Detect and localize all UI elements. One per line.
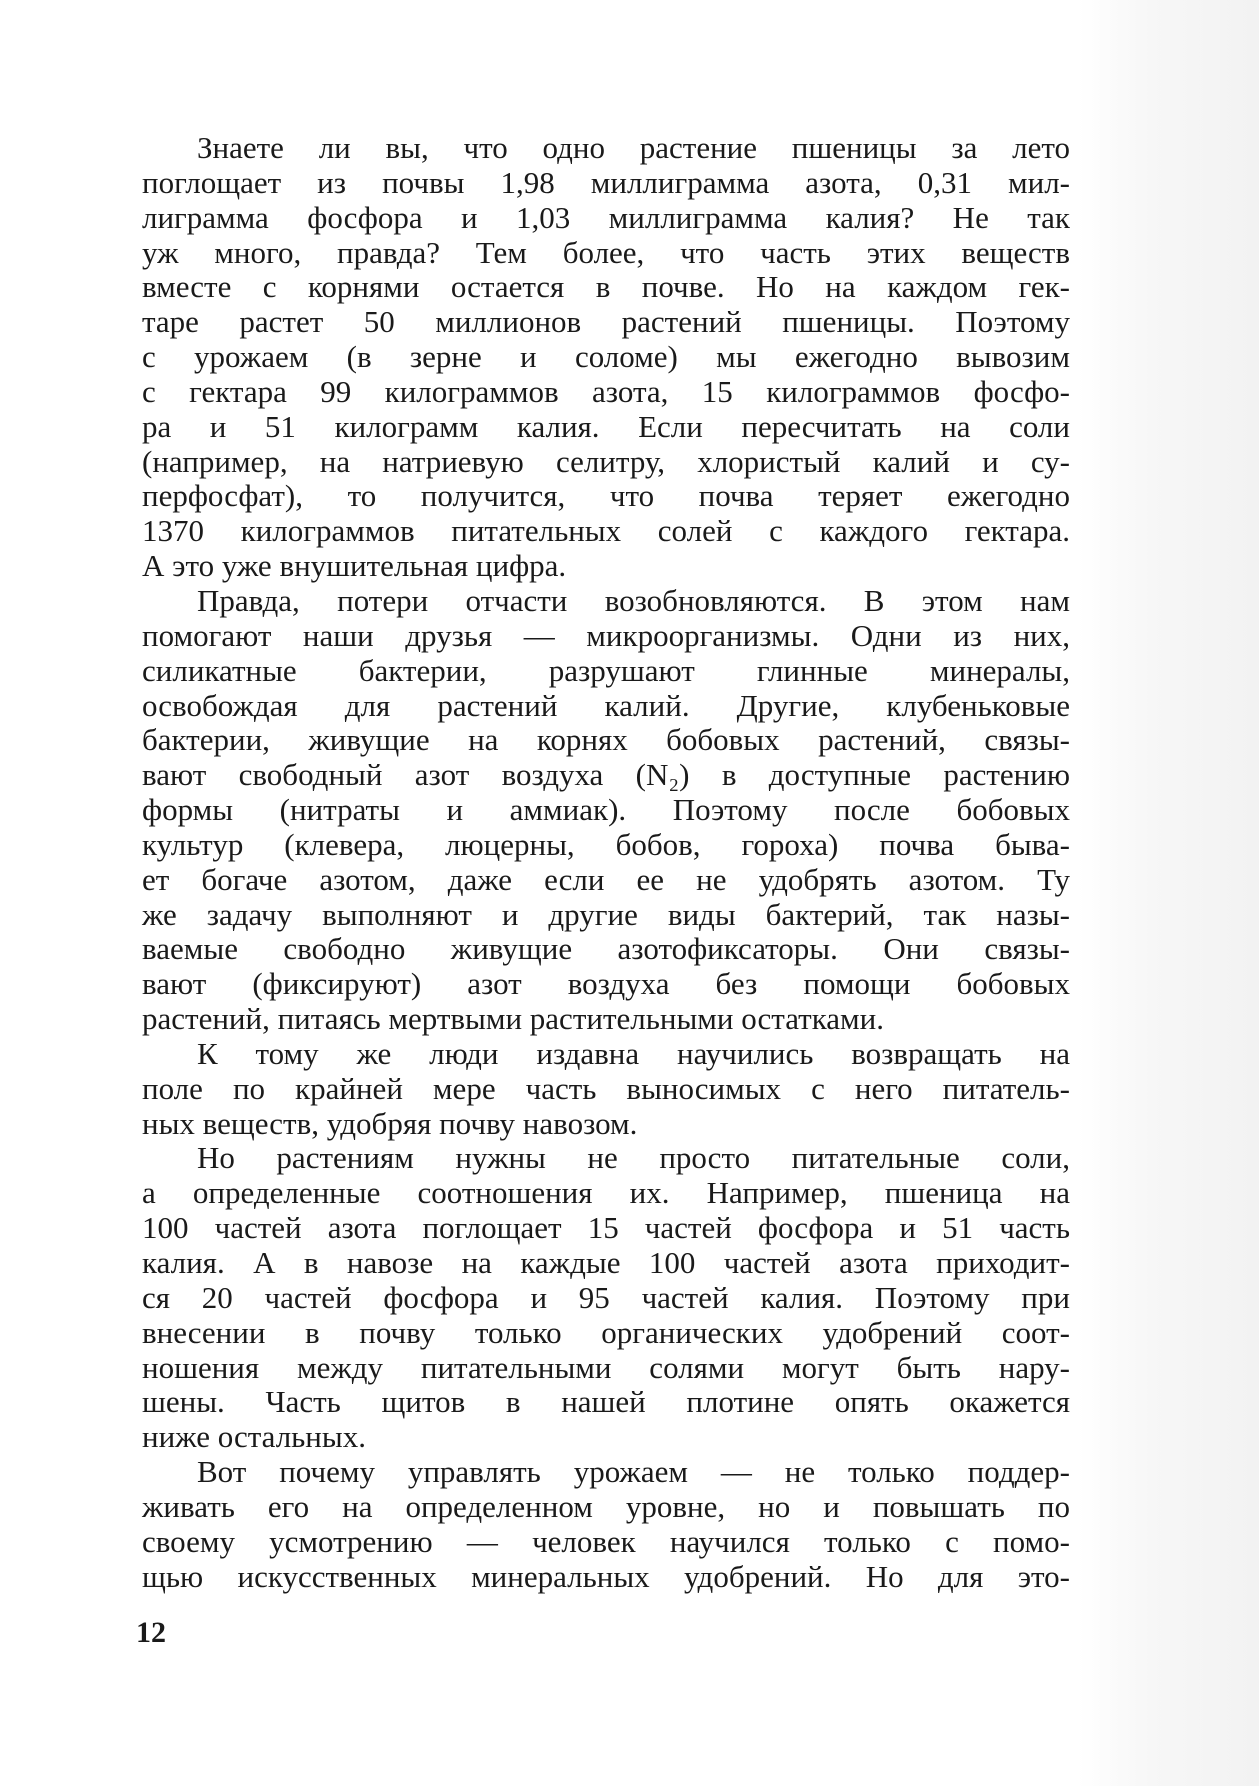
text-line: 1370 килограммов питательных солей с каждого гектара.	[142, 513, 1070, 549]
text-line: поле по крайней мере часть выносимых с него питатель-	[142, 1070, 1070, 1106]
text-line: живать его на определенном уровне, но и повышать по	[142, 1488, 1070, 1524]
text-line: помогают наши друзья — микроорганизмы. Одни из них,	[142, 617, 1070, 653]
text-line: щью искусственных минеральных удобрений. Но для это-	[142, 1558, 1070, 1594]
text-line: растений, питаясь мертвыми растительными остатками.	[142, 1001, 885, 1037]
text-line: таре растет 50 миллионов растений пшеницы. Поэтому	[142, 304, 1070, 340]
text-line: с гектара 99 килограммов азота, 15 килограммов фосфо-	[142, 373, 1070, 409]
text-line: ет богаче азотом, даже если ее не удобрять азотом. Ту	[142, 861, 1070, 897]
text-line: вают свободный азот воздуха (N₂) в доступные растению	[142, 757, 1070, 793]
text-line: (например, на натриевую селитру, хлористый калий и су-	[142, 443, 1070, 479]
text-line: а определенные соотношения их. Например, пшеница на	[142, 1175, 1070, 1211]
page-edge-shadow	[1078, 0, 1259, 1786]
text-line: Вот почему управлять урожаем — не только поддер-	[197, 1454, 1070, 1490]
text-line: своему усмотрению — человек научился только с помо-	[142, 1523, 1070, 1559]
text-line: с урожаем (в зерне и соломе) мы ежегодно вывозим	[142, 339, 1070, 375]
text-line: ниже остальных.	[142, 1419, 366, 1455]
paragraph	[142, 584, 1070, 1037]
text-line: формы (нитраты и аммиак). Поэтому после бобовых	[142, 792, 1070, 828]
text-line: бактерии, живущие на корнях бобовых растений, связы-	[142, 722, 1070, 758]
text-line: А это уже внушительная цифра.	[142, 548, 567, 584]
text-line: К тому же люди издавна научились возвращать на	[197, 1035, 1070, 1071]
text-line: ношения между питательными солями могут быть нару-	[142, 1349, 1070, 1385]
page-number: 12	[136, 1616, 166, 1649]
text-line: лиграмма фосфора и 1,03 миллиграмма калия? Не так	[142, 199, 1070, 235]
paragraph	[142, 1037, 1070, 1142]
text-line: Знаете ли вы, что одно растение пшеницы за лето	[197, 130, 1070, 165]
text-line: вместе с корнями остается в почве. Но на каждом гек-	[142, 269, 1070, 305]
text-line: шены. Часть щитов в нашей плотине опять окажется	[142, 1384, 1070, 1420]
paragraph	[142, 131, 1070, 584]
text-line: перфосфат), то получится, что почва теряет ежегодно	[142, 478, 1070, 514]
paragraph	[142, 1141, 1070, 1455]
text-line: внесении в почву только органических удобрений соот-	[142, 1314, 1070, 1350]
body-text	[142, 131, 1070, 1594]
text-line: ра и 51 килограмм калия. Если пересчитать на соли	[142, 408, 1070, 444]
text-line: культур (клевера, люцерны, бобов, гороха) почва быва-	[142, 826, 1070, 862]
text-line: ваемые свободно живущие азотофиксаторы. Они связы-	[142, 931, 1070, 967]
text-line: освобождая для растений калий. Другие, клубеньковые	[142, 687, 1070, 723]
text-line: ся 20 частей фосфора и 95 частей калия. Поэтому при	[142, 1279, 1070, 1315]
text-line: 100 частей азота поглощает 15 частей фосфора и 51 часть	[142, 1210, 1070, 1246]
text-line: вают (фиксируют) азот воздуха без помощи бобовых	[142, 966, 1070, 1002]
text-line: же задачу выполняют и другие виды бактерий, так назы-	[142, 896, 1070, 932]
text-line: поглощает из почвы 1,98 миллиграмма азота, 0,31 мил-	[142, 164, 1070, 200]
text-line: силикатные бактерии, разрушают глинные минералы,	[142, 652, 1070, 688]
text-line: Но растениям нужны не просто питательные соли,	[197, 1140, 1070, 1176]
text-line: уж много, правда? Тем более, что часть этих веществ	[142, 234, 1070, 270]
text-line: ных веществ, удобряя почву навозом.	[142, 1105, 638, 1141]
text-line: калия. А в навозе на каждые 100 частей азота приходит-	[142, 1245, 1070, 1280]
text-line: Правда, потери отчасти возобновляются. В этом нам	[197, 582, 1070, 618]
paragraph	[142, 1455, 1070, 1594]
